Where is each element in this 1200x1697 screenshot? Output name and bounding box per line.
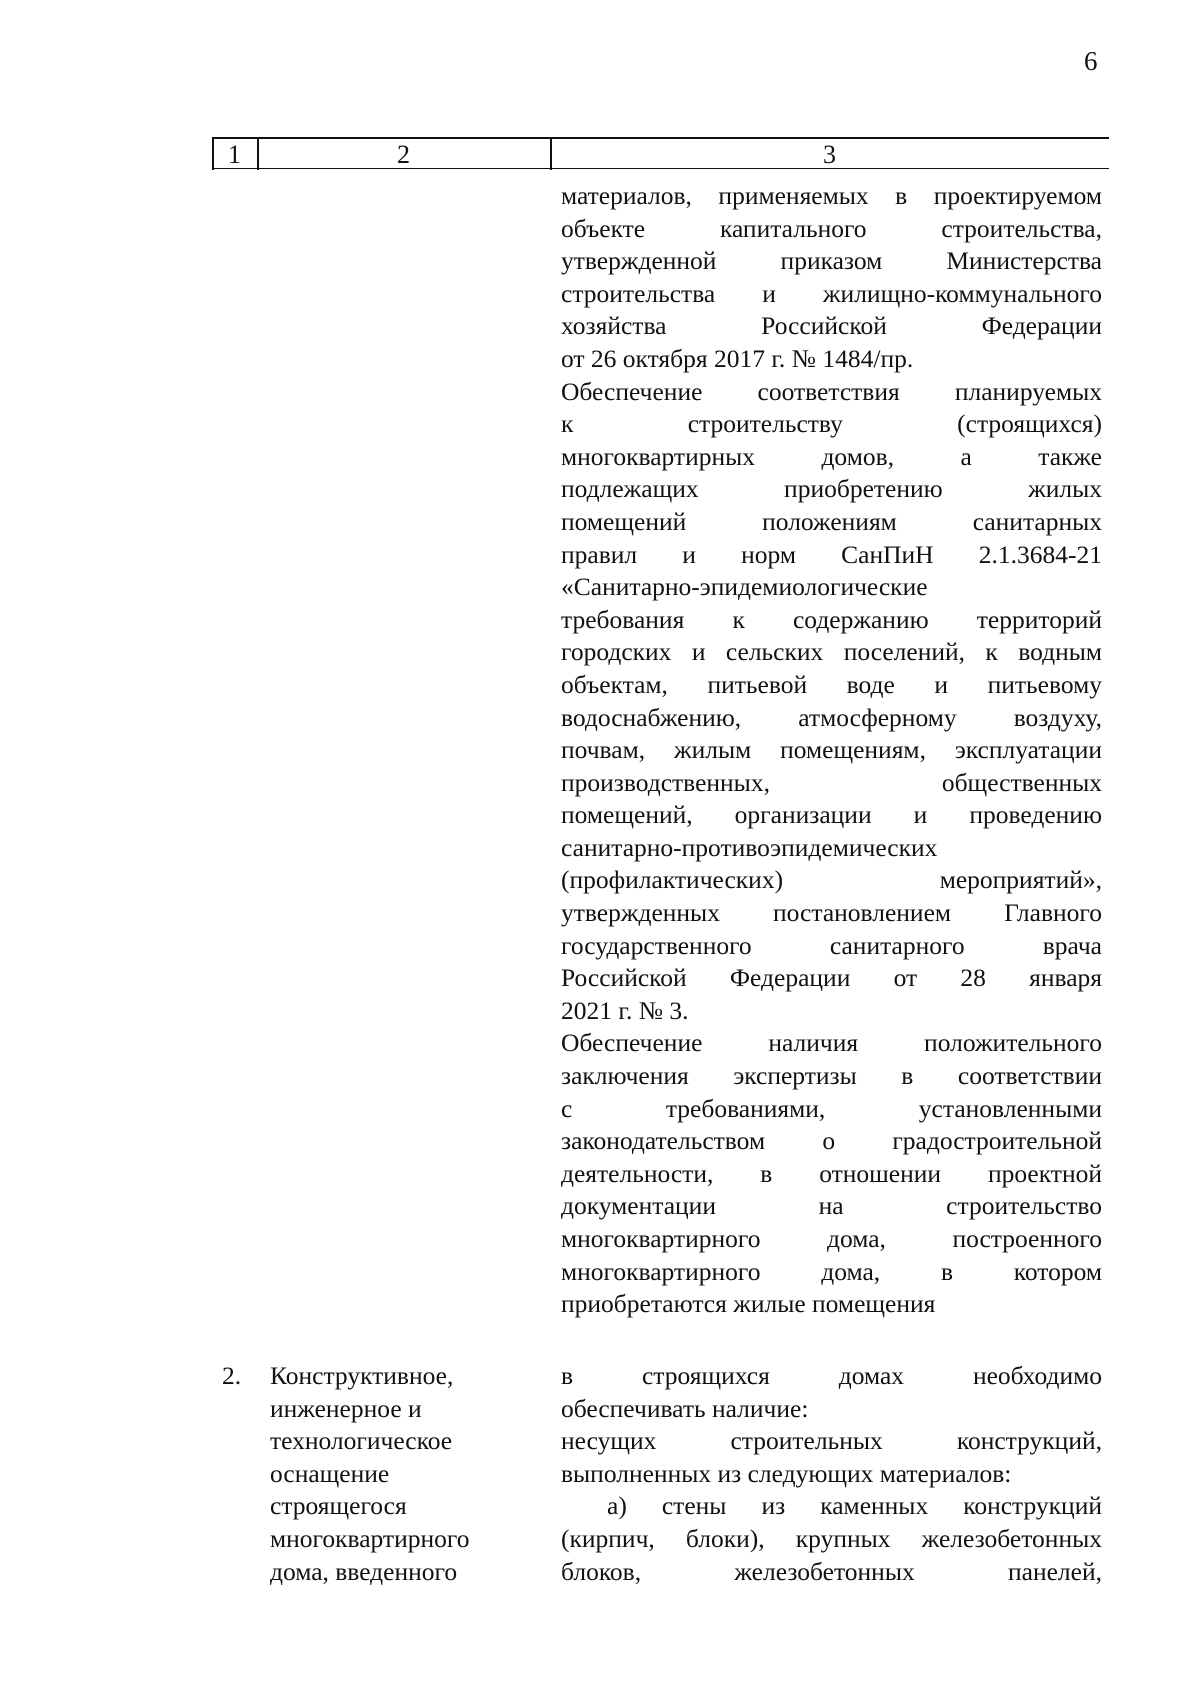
text-line: Российской Федерации от 28 января [561, 963, 1102, 993]
text-line: заключения экспертизы в соответствии [561, 1061, 1102, 1091]
text-line: (профилактических) мероприятий», [561, 865, 1102, 895]
text-line: законодательством о градостроительной [561, 1126, 1102, 1156]
text-line: правил и норм СанПиН 2.1.3684-21 [561, 539, 1102, 569]
text-line: деятельности, в отношении проектной [561, 1158, 1102, 1188]
text-line: государственного санитарного врача [561, 930, 1102, 960]
table-header-top-rule [212, 137, 1109, 139]
text-line: требования к содержанию территорий [561, 604, 1102, 634]
column-1-number: 1 [228, 140, 241, 169]
text-line: хозяйства Российской Федерации [561, 311, 1102, 341]
text-line: приобретаются жилые помещения [561, 1289, 936, 1319]
text-line: обеспечивать наличие: [561, 1393, 809, 1423]
text-line: многоквартирных домов, а также [561, 441, 1102, 471]
text-line: санитарно-противоэпидемических [561, 832, 938, 862]
text-line: от 26 октября 2017 г. № 1484/пр. [561, 343, 914, 373]
text-line: к строительству (строящихся) [561, 409, 1102, 439]
column-2-number: 2 [397, 140, 410, 169]
text-line: утвержденной приказом Министерства [561, 246, 1102, 276]
text-line: Обеспечение соответствия планируемых [561, 376, 1102, 406]
text-line: почвам, жилым помещениям, эксплуатации [561, 735, 1102, 765]
column-3-number: 3 [823, 140, 836, 169]
text-line: несущих строительных конструкций, [561, 1426, 1102, 1456]
text-line: утвержденных постановлением Главного [561, 898, 1102, 928]
table-header [212, 137, 1109, 169]
text-line: многоквартирного дома, построенного [561, 1224, 1102, 1253]
text-line: объекте капитального строительства, [561, 213, 1102, 243]
text-line: 2021 г. № 3. [561, 995, 689, 1025]
text-line: (кирпич, блоки), крупных железобетонных [561, 1523, 1102, 1553]
text-line: оснащение [270, 1458, 390, 1488]
text-line: «Санитарно-эпидемиологические [561, 572, 928, 602]
text-line: многоквартирного дома, в котором [561, 1256, 1102, 1286]
text-line: строящегося [270, 1491, 407, 1521]
text-line: строительства и жилищно-коммунального [561, 278, 1102, 308]
text-line: выполненных из следующих материалов: [561, 1458, 1012, 1488]
text-line: документации на строительство [561, 1191, 1102, 1221]
row-2-title [270, 1360, 510, 1588]
text-line: помещений положениям санитарных [561, 506, 1102, 536]
text-line: в строящихся домах необходимо [561, 1361, 1102, 1390]
text-line: водоснабжению, атмосферному воздуху, [561, 702, 1102, 732]
text-line: объектам, питьевой воде и питьевому [561, 669, 1102, 699]
text-line: материалов, применяемых в проектируемом [561, 181, 1102, 210]
text-line: дома, введенного [270, 1556, 458, 1586]
text-line: производственных, общественных [561, 767, 1102, 797]
text-line: инженерное и [270, 1393, 422, 1423]
text-line: Обеспечение наличия положительного [561, 1028, 1102, 1058]
row-2-content [561, 1360, 1102, 1588]
text-line: блоков, железобетонных панелей, [561, 1556, 1102, 1586]
text-line: многоквартирного [270, 1523, 470, 1553]
page-number: 6 [1084, 46, 1098, 76]
text-line: городских и сельских поселений, к водным [561, 637, 1102, 667]
text-line: Конструктивное, [270, 1361, 454, 1390]
text-line: с требованиями, установленными [561, 1093, 1102, 1123]
row-2-number: 2. [222, 1361, 242, 1390]
text-line: технологическое [270, 1426, 453, 1456]
text-line: а) стены из каменных конструкций [607, 1491, 1102, 1521]
text-line: помещений, организации и проведению [561, 800, 1102, 830]
row-1-content [561, 180, 1102, 1321]
text-line: подлежащих приобретению жилых [561, 474, 1102, 504]
